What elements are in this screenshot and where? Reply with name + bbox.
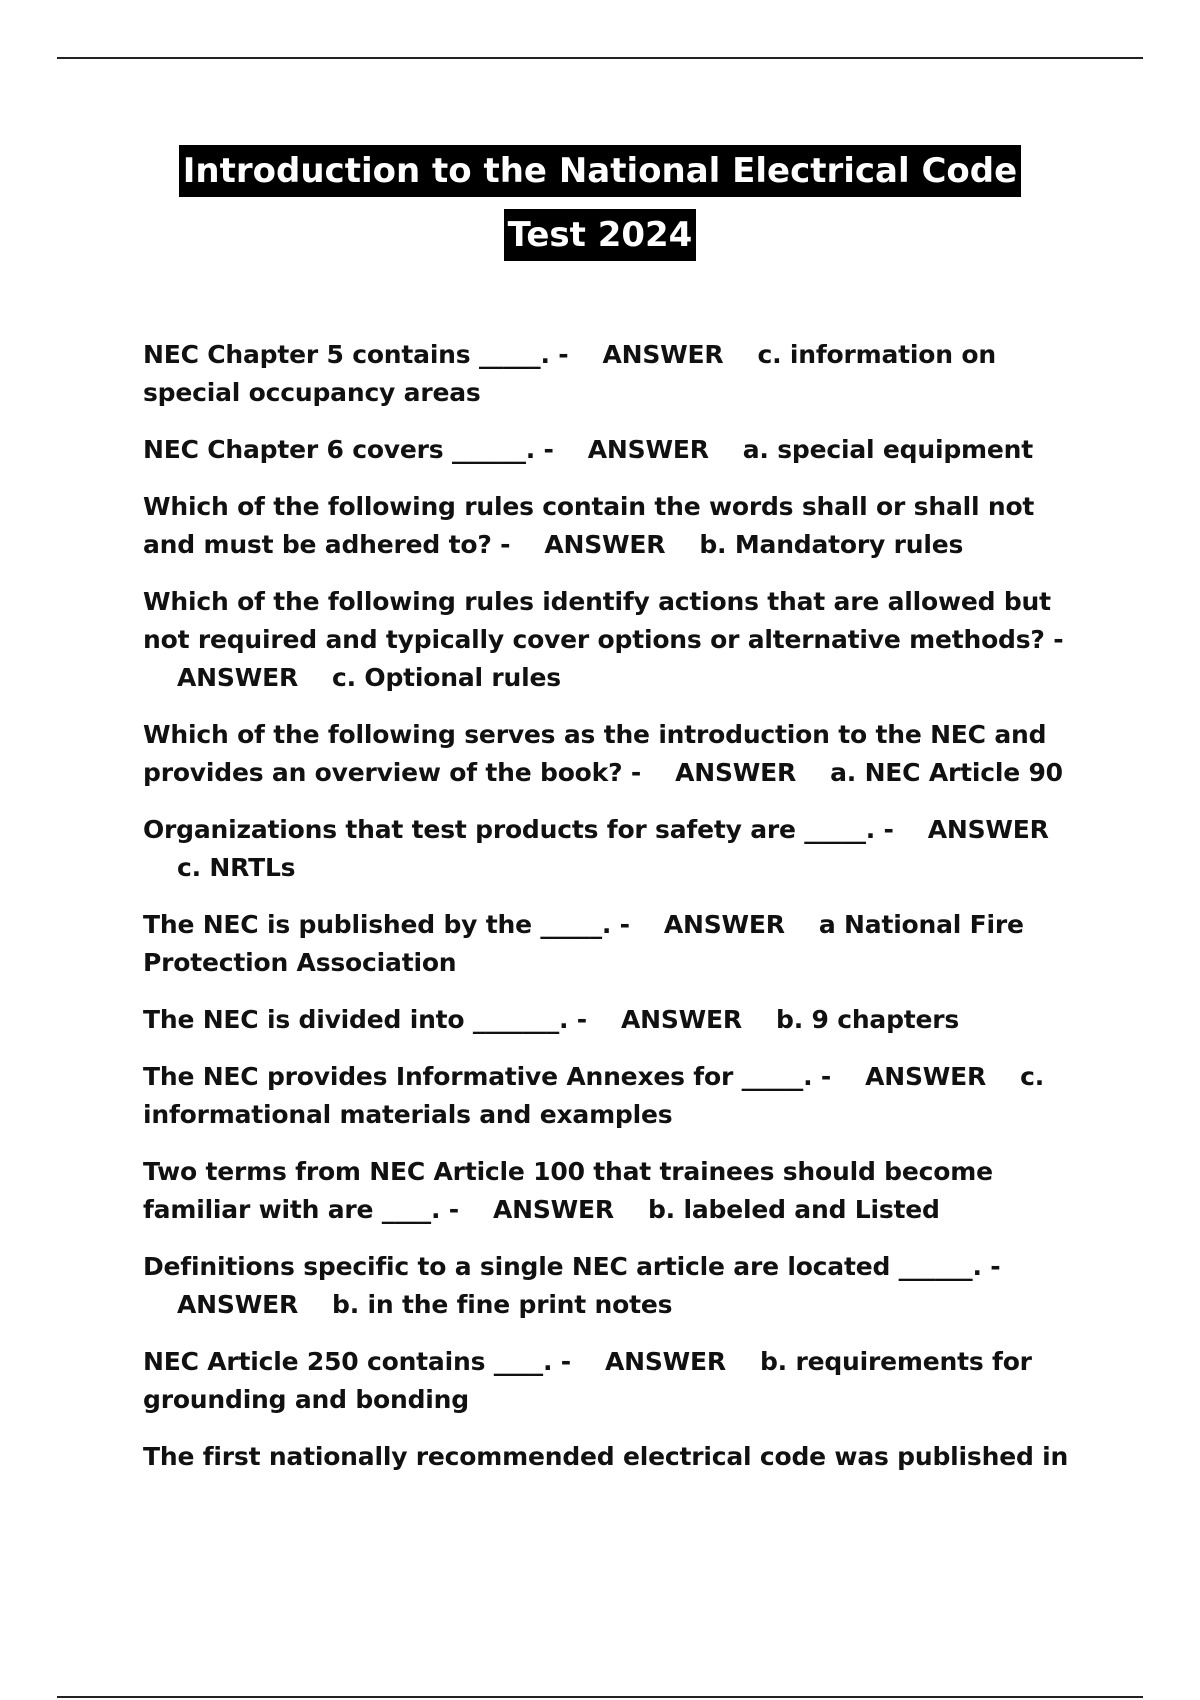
- answer-text: c. informational materials and examples: [143, 1062, 1045, 1129]
- answer-label: ANSWER: [604, 1347, 726, 1376]
- answer-text: a. NEC Article 90: [830, 758, 1063, 787]
- question-text: NEC Chapter 5 contains _____. -: [143, 340, 569, 369]
- title-line-2: Test 2024: [504, 209, 697, 261]
- qa-item: [143, 716, 1093, 792]
- answer-label: ANSWER: [865, 1062, 987, 1091]
- qa-item: [143, 1001, 1093, 1039]
- qa-item: [143, 431, 1093, 469]
- qa-item-partial: [143, 1438, 1093, 1476]
- question-text: Two terms from NEC Article 100 that trainees should become familiar with are ____. -: [143, 1157, 993, 1224]
- qa-item: [143, 336, 1093, 412]
- answer-label: ANSWER: [177, 1290, 298, 1319]
- footer-rule: [57, 1696, 1143, 1698]
- answer-text: c. Optional rules: [332, 663, 561, 692]
- answer-label: ANSWER: [927, 815, 1049, 844]
- question-text: Which of the following rules identify actions that are allowed but not required and typically cover options or alternative methods? -: [143, 587, 1064, 654]
- answer-label: ANSWER: [675, 758, 797, 787]
- answer-text: b. requirements for grounding and bonding: [143, 1347, 1032, 1414]
- answer-text: a National Fire Protection Association: [143, 910, 1024, 977]
- answer-label: ANSWER: [544, 530, 666, 559]
- question-text: The first nationally recommended electrical code was published in: [143, 1442, 1069, 1471]
- answer-label: ANSWER: [663, 910, 785, 939]
- answer-text: b. Mandatory rules: [699, 530, 964, 559]
- qa-item: [143, 1153, 1093, 1229]
- question-text: Definitions specific to a single NEC article are located ______. -: [143, 1252, 1001, 1281]
- answer-text: a. special equipment: [742, 435, 1033, 464]
- answer-label: ANSWER: [602, 340, 724, 369]
- question-text: Organizations that test products for safety are _____. -: [143, 815, 894, 844]
- answer-text: c. NRTLs: [177, 853, 296, 882]
- answer-label: ANSWER: [587, 435, 709, 464]
- question-text: Which of the following serves as the introduction to the NEC and provides an overview of the book? -: [143, 720, 1047, 787]
- title-line-1: Introduction to the National Electrical Code: [179, 145, 1021, 197]
- question-text: NEC Chapter 6 covers ______. -: [143, 435, 554, 464]
- qa-item: [143, 1248, 1093, 1324]
- qa-item: [143, 811, 1093, 887]
- qa-item: [143, 488, 1093, 564]
- document-title: [0, 142, 1200, 270]
- question-list: [143, 336, 1093, 1495]
- answer-text: b. labeled and Listed: [647, 1195, 940, 1224]
- question-text: NEC Article 250 contains ____. -: [143, 1347, 571, 1376]
- question-text: The NEC provides Informative Annexes for _____. -: [143, 1062, 832, 1091]
- answer-label: ANSWER: [177, 663, 298, 692]
- qa-item: [143, 1343, 1093, 1419]
- qa-item: [143, 906, 1093, 982]
- qa-item: [143, 583, 1093, 697]
- question-text: The NEC is published by the _____. -: [143, 910, 630, 939]
- header-rule: [57, 57, 1143, 59]
- answer-text: b. in the fine print notes: [332, 1290, 673, 1319]
- answer-text: b. 9 chapters: [776, 1005, 960, 1034]
- qa-item: [143, 1058, 1093, 1134]
- answer-text: c. information on special occupancy areas: [143, 340, 996, 407]
- question-text: Which of the following rules contain the words shall or shall not and must be adhered to? -: [143, 492, 1035, 559]
- answer-label: ANSWER: [621, 1005, 742, 1034]
- question-text: The NEC is divided into _______. -: [143, 1005, 587, 1034]
- answer-label: ANSWER: [492, 1195, 614, 1224]
